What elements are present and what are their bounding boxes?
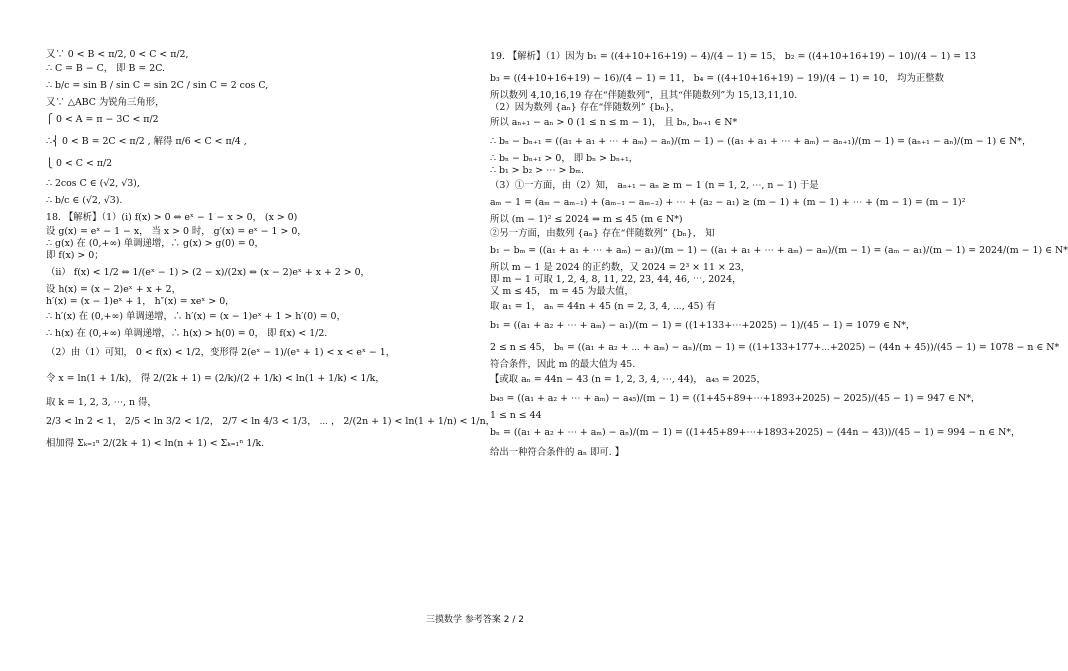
right-solution-line: 所以 m − 1 是 2024 的正约数，又 2024 = 2³ × 11 × 23， xyxy=(490,262,751,273)
right-solution-line: （2）因为数列 {aₙ} 存在“伴随数列” {bₙ}， xyxy=(490,102,680,113)
left-solution-line: 又∵ 0 < B < π/2, 0 < C < π/2, xyxy=(46,49,189,60)
left-solution-line: 2/3 < ln 2 < 1， 2/5 < ln 3/2 < 1/2， 2/7 < ln 4/3 < 1/3， ⋯ ， 2/(2n + 1) < ln(1 + 1/n) < 1/n， xyxy=(46,416,496,427)
right-solution-line: 符合条件，因此 m 的最大值为 45. xyxy=(490,359,636,370)
right-solution-line: 又 m ≤ 45， m = 45 为最大值， xyxy=(490,286,634,297)
right-solution-line: 所以 (m − 1)² ≤ 2024 ⇒ m ≤ 45 (m ∈ N*) xyxy=(490,214,683,225)
left-solution-line: ∴ g(x) 在 (0,+∞) 单调递增，∴ g(x) > g(0) = 0， xyxy=(46,238,264,249)
left-solution-line: ∴⎨ 0 < B = 2C < π/2 , 解得 π/6 < C < π/4 , xyxy=(46,136,247,147)
right-column xyxy=(490,46,1068,461)
right-solution-line: 所以 aₙ₊₁ − aₙ > 0 (1 ≤ n ≤ m − 1)， 且 bₙ, bₙ₊₁ ∈ N* xyxy=(490,117,738,128)
right-solution-line: 即 m − 1 可取 1, 2, 4, 8, 11, 22, 23, 44, 46, ⋯, 2024， xyxy=(490,274,742,285)
right-solution-line: 19. 【解析】（1）因为 b₁ = ((4+10+16+19) − 4)/(4 − 1) = 15， b₂ = ((4+10+16+19) − 10)/(4 − 1) = 13 xyxy=(490,51,976,62)
right-solution-line: ②另一方面，由数列 {aₙ} 存在“伴随数列” {bₙ}， 知 xyxy=(490,228,715,239)
right-solution-line: aₘ − 1 = (aₘ − aₘ₋₁) + (aₘ₋₁ − aₘ₋₂) + ⋯ + (a₂ − a₁) ≥ (m − 1) + (m − 1) + ⋯ + (m − 1) = (m − 1)² xyxy=(490,197,966,208)
left-solution-line: ∴ b/c = sin B / sin C = sin 2C / sin C = 2 cos C, xyxy=(46,80,269,91)
left-solution-line: ⎩ 0 < C < π/2 xyxy=(46,158,113,169)
left-solution-line: ∴ h(x) 在 (0,+∞) 单调递增，∴ h(x) > h(0) = 0， 即 f(x) < 1/2. xyxy=(46,328,328,339)
right-solution-line: b₁ = ((a₁ + a₂ + ⋯ + aₘ) − a₁)/(m − 1) = ((1+133+⋯+2025) − 1)/(45 − 1) = 1079 ∈ N*， xyxy=(490,320,916,331)
left-solution-line: ∴ b/c ∈ (√2, √3). xyxy=(46,195,123,206)
page-footer: 三摸数学 参考答案 2 / 2 xyxy=(426,615,524,625)
left-solution-line: （ii） f(x) < 1/2 ⇔ 1/(eˣ − 1) > (2 − x)/(2x) ⇔ (x − 2)eˣ + x + 2 > 0， xyxy=(46,267,370,278)
right-solution-line: 1 ≤ n ≤ 44 xyxy=(490,410,542,421)
left-solution-line: 取 k = 1, 2, 3, ⋯, n 得， xyxy=(46,397,157,408)
left-solution-line: 令 x = ln(1 + 1/k)， 得 2/(2k + 1) = (2/k)/(2 + 1/k) < ln(1 + 1/k) < 1/k， xyxy=(46,373,385,384)
left-solution-line: ∴ h′(x) 在 (0,+∞) 单调递增，∴ h′(x) = (x − 1)eˣ + 1 > h′(0) = 0， xyxy=(46,311,346,322)
right-solution-line: b₄₅ = ((a₁ + a₂ + ⋯ + aₘ) − a₄₅)/(m − 1) = ((1+45+89+⋯+1893+2025) − 2025)/(45 − 1) = 947 ∈ N*， xyxy=(490,393,981,404)
left-solution-line: 即 f(x) > 0； xyxy=(46,250,104,261)
right-solution-line: 取 a₁ = 1， aₙ = 44n + 45 (n = 2, 3, 4, ⋯, 45) 有 xyxy=(490,301,716,312)
right-solution-line: 2 ≤ n ≤ 45， bₙ = ((a₁ + a₂ + ⋯ + aₘ) − aₙ)/(m − 1) = ((1+133+177+⋯+2025) − (44n + 45))/(45 − 1) = 1078 − n ∈ N* xyxy=(490,342,1060,353)
left-solution-line: ∴ 2cos C ∈ (√2, √3), xyxy=(46,178,140,189)
right-solution-line: bₙ = ((a₁ + a₂ + ⋯ + aₘ) − aₙ)/(m − 1) = ((1+45+89+⋯+1893+2025) − (44n − 43))/(45 − 1) = 994 − n ∈ N*， xyxy=(490,427,1021,438)
right-solution-line: b₁ − bₘ = ((a₁ + a₁ + ⋯ + aₘ) − a₁)/(m − 1) − ((a₁ + a₁ + ⋯ + aₘ) − aₘ)/(m − 1) = (aₘ − a₁)/(m − 1) = 2024/(m − 1) ∈ N* xyxy=(490,245,1068,256)
left-column xyxy=(46,46,496,455)
left-solution-line: 设 h(x) = (x − 2)eˣ + x + 2， xyxy=(46,284,181,295)
right-solution-line: 给出一种符合条件的 aₙ 即可. 】 xyxy=(490,447,625,458)
left-solution-line: 设 g(x) = eˣ − 1 − x， 当 x > 0 时， g′(x) = eˣ − 1 > 0， xyxy=(46,226,307,237)
right-solution-line: b₃ = ((4+10+16+19) − 16)/(4 − 1) = 11， b₄ = ((4+10+16+19) − 19)/(4 − 1) = 10， 均为正整数 xyxy=(490,73,945,84)
left-solution-line: 相加得 Σₖ₌₁ⁿ 2/(2k + 1) < ln(n + 1) < Σₖ₌₁ⁿ 1/k. xyxy=(46,438,265,449)
right-solution-line: ∴ b₁ > b₂ > ⋯ > bₘ. xyxy=(490,165,585,176)
right-solution-line: ∴ bₙ − bₙ₊₁ > 0， 即 bₙ > bₙ₊₁， xyxy=(490,153,639,164)
right-solution-line: 【或取 aₙ = 44n − 43 (n = 1, 2, 3, 4, ⋯, 44)， a₄₅ = 2025， xyxy=(490,374,766,385)
left-solution-line: 18. 【解析】（1）(i) f(x) > 0 ⇔ eˣ − 1 − x > 0， (x > 0) xyxy=(46,212,298,223)
right-solution-line: ∴ bₙ − bₙ₊₁ = ((a₁ + a₁ + ⋯ + aₘ) − aₙ)/(m − 1) − ((a₁ + a₁ + ⋯ + aₘ) − aₙ₊₁)/(m − 1) = (aₙ₊₁ − aₙ)/(m − 1) ∈ N*， xyxy=(490,136,1032,147)
right-solution-line: （3）①一方面，由（2）知， aₙ₊₁ − aₙ ≥ m − 1 (n = 1, 2, ⋯, n − 1) 于是 xyxy=(490,180,819,191)
right-solution-line: 所以数列 4,10,16,19 存在“伴随数列”，且其“伴随数列”为 15,13,11,10. xyxy=(490,90,798,101)
left-solution-line: h′(x) = (x − 1)eˣ + 1， h″(x) = xeˣ > 0， xyxy=(46,296,235,307)
left-solution-line: 又∵ △ABC 为锐角三角形， xyxy=(46,97,165,108)
left-solution-line: （2）由（1）可知， 0 < f(x) < 1/2，变形得 2(eˣ − 1)/(eˣ + 1) < x < eˣ − 1， xyxy=(46,347,396,358)
left-solution-line: ∴ C = B − C， 即 B = 2C. xyxy=(46,63,166,74)
left-solution-line: ⎧ 0 < A = π − 3C < π/2 xyxy=(46,114,159,125)
